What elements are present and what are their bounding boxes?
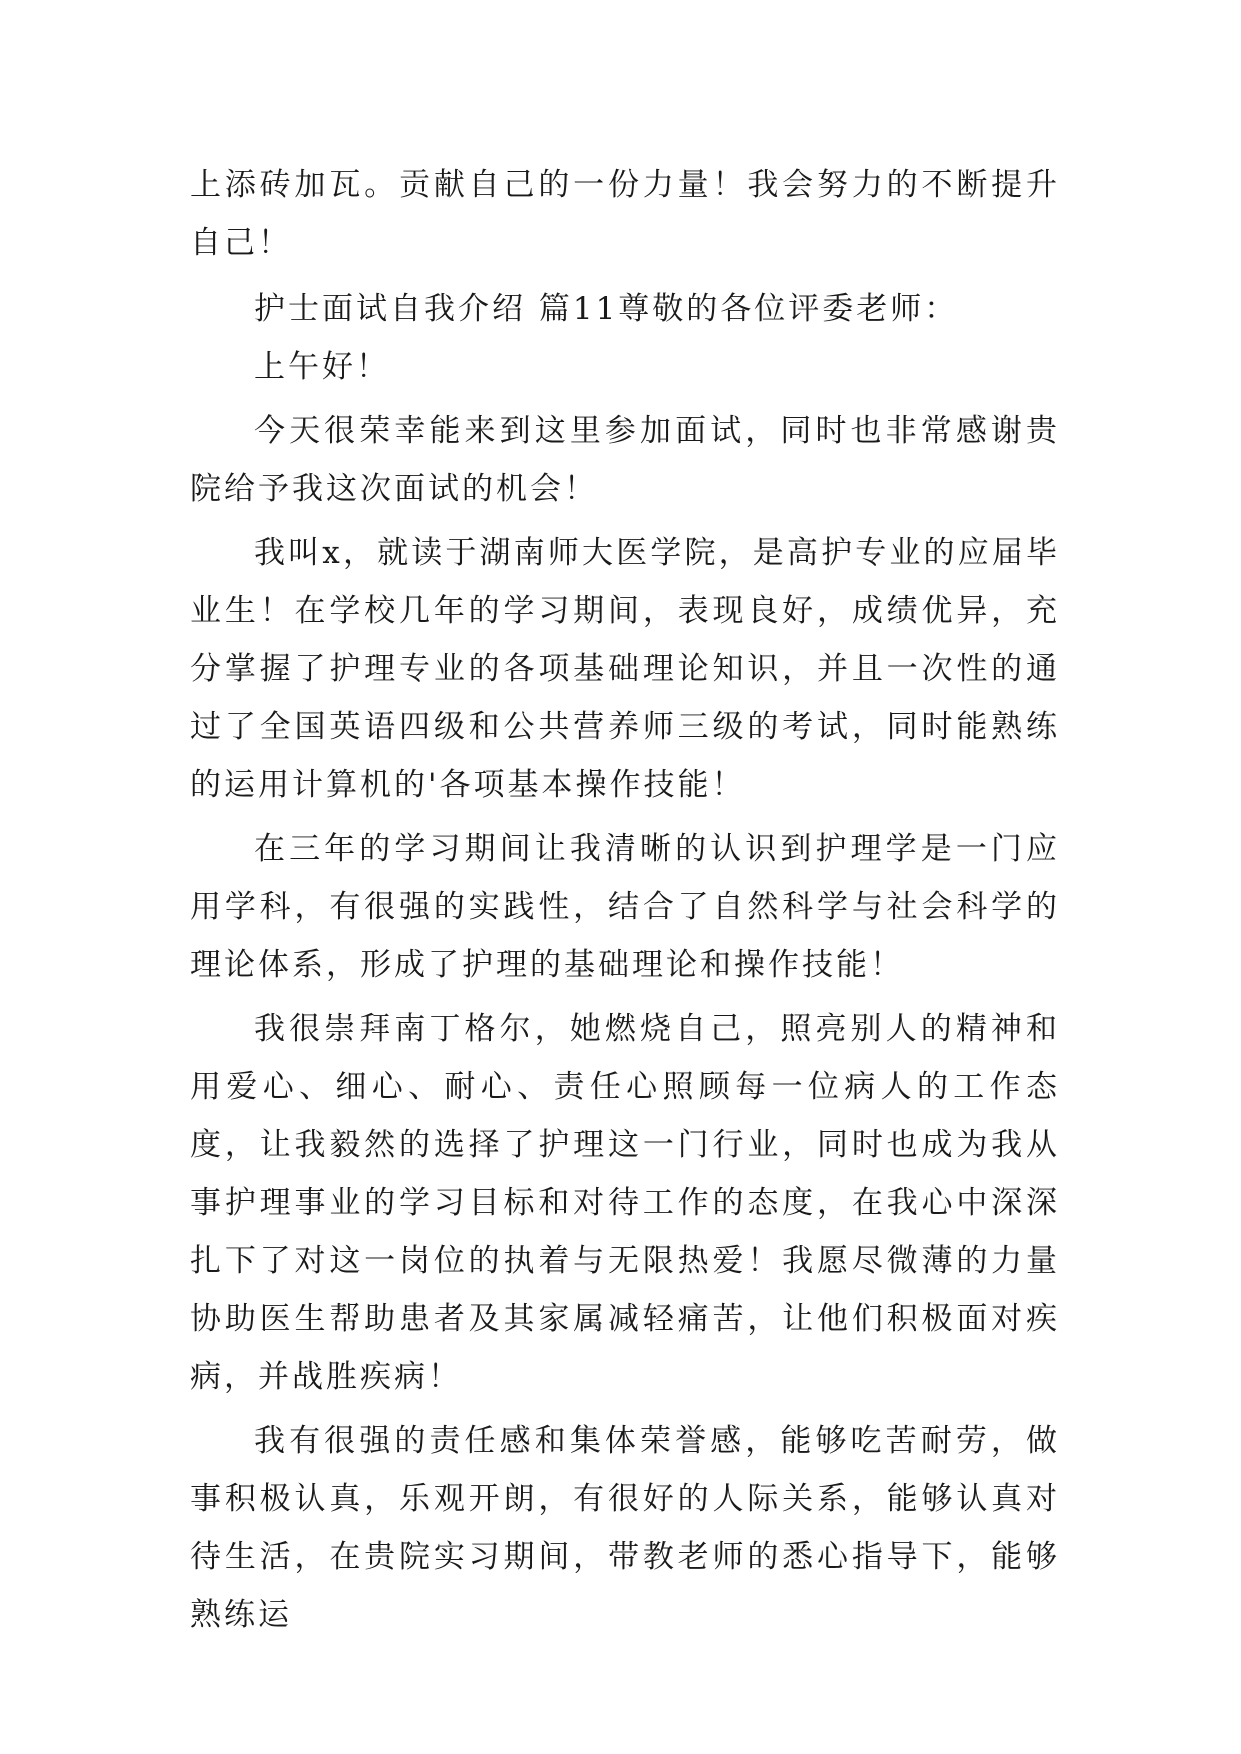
paragraph-continuation: 上添砖加瓦。贡献自己的一份力量！我会努力的不断提升自己！: [190, 167, 1060, 261]
paragraph-greeting: 上午好！: [254, 349, 390, 385]
document-body: [190, 156, 1060, 1644]
paragraph-study: 在三年的学习期间让我清晰的认识到护理学是一门应用学科，有很强的实践性，结合了自然科学与社会科学的理论体系，形成了护理的基础理论和操作技能！: [190, 831, 1060, 983]
paragraph-section-heading: 护士面试自我介绍 篇11尊敬的各位评委老师：: [254, 291, 959, 327]
paragraph-intro: 今天很荣幸能来到这里参加面试，同时也非常感谢贵院给予我这次面试的机会！: [190, 413, 1060, 507]
paragraph-background: 我叫x，就读于湖南师大医学院，是高护专业的应届毕业生！在学校几年的学习期间，表现良好，成绩优异，充分掌握了护理专业的各项基础理论知识，并且一次性的通过了全国英语四级和公共营养师三级的考试，同时能熟练的运用计算机的'各项基本操作技能！: [190, 535, 1060, 803]
paragraph-nightingale: 我很崇拜南丁格尔，她燃烧自己，照亮别人的精神和用爱心、细心、耐心、责任心照顾每一位病人的工作态度，让我毅然的选择了护理这一门行业，同时也成为我从事护理事业的学习目标和对待工作的态度，在我心中深深扎下了对这一岗位的执着与无限热爱！我愿尽微薄的力量协助医生帮助患者及其家属减轻痛苦，让他们积极面对疾病，并战胜疾病！: [190, 1011, 1060, 1395]
paragraph-qualities: 我有很强的责任感和集体荣誉感，能够吃苦耐劳，做事积极认真，乐观开朗，有很好的人际关系，能够认真对待生活，在贵院实习期间，带教老师的悉心指导下，能够熟练运: [190, 1423, 1060, 1633]
